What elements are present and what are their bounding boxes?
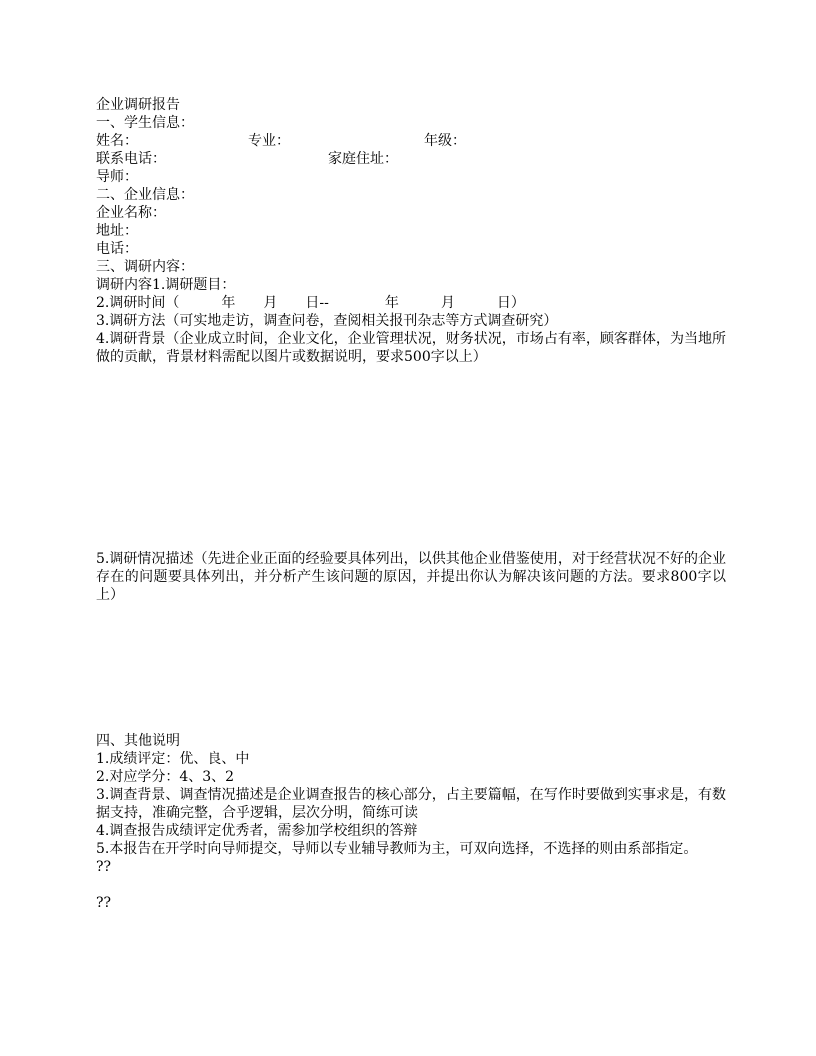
research-content-heading: 三、调研内容：: [96, 259, 194, 275]
other-notes-heading: 四、其他说明: [96, 733, 180, 749]
student-name-row: [96, 132, 726, 150]
company-phone-label: 电话：: [96, 241, 138, 257]
student-contact-row: [96, 150, 726, 168]
note-defense: 4.调查报告成绩评定优秀者，需参加学校组织的答辩: [96, 823, 418, 839]
trailing-mark-2: ??: [96, 895, 112, 911]
company-name-label: 企业名称：: [96, 205, 166, 221]
note-submission: 5.本报告在开学时向导师提交，导师以专业辅导教师为主，可双向选择，不选择的则由系部指定。: [96, 841, 698, 857]
background-writing-space: [96, 366, 726, 550]
report-title: 企业调研报告: [96, 97, 180, 113]
student-address-label: 家庭住址：: [328, 151, 398, 167]
blank-line: [96, 876, 726, 894]
note-grading: 1.成绩评定：优、良、中: [96, 751, 250, 767]
student-major-label: 专业：: [248, 133, 290, 149]
research-method: 3.调研方法（可实地走访，调查问卷，查阅相关报刊杂志等方式调查研究）: [96, 313, 558, 329]
description-writing-space: [96, 604, 726, 732]
company-info-heading: 二、企业信息：: [96, 187, 194, 203]
company-address-label: 地址：: [96, 223, 138, 239]
trailing-mark-1: ??: [96, 859, 112, 875]
note-credits: 2.对应学分：4、3、2: [96, 769, 235, 785]
student-phone-label: 联系电话：: [96, 151, 166, 167]
research-topic: 调研内容1.调研题目：: [96, 277, 236, 293]
student-name-label: 姓名：: [96, 133, 138, 149]
student-grade-label: 年级：: [424, 133, 466, 149]
research-background: 4.调研背景（企业成立时间，企业文化，企业管理状况，财务状况，市场占有率，顾客群体，为当地所做的贡献，背景材料需配以图片或数据说明，要求500字以上）: [96, 331, 726, 365]
research-description: 5.调研情况描述（先进企业正面的经验要具体列出，以供其他企业借鉴使用，对于经营状况不好的企业存在的问题要具体列出，并分析产生该问题的原因，并提出你认为解决该问题的方法。要求800字以上）: [96, 551, 726, 603]
document-page: [96, 96, 726, 912]
note-core-sections: 3.调查背景、调查情况描述是企业调查报告的核心部分，占主要篇幅，在写作时要做到实事求是，有数据支持，准确完整，合乎逻辑，层次分明，简练可读: [96, 787, 726, 821]
research-time: 2.调研时间（ 年 月 日-- 年 月 日）: [96, 295, 525, 311]
advisor-label: 导师：: [96, 169, 138, 185]
student-info-heading: 一、学生信息：: [96, 115, 194, 131]
